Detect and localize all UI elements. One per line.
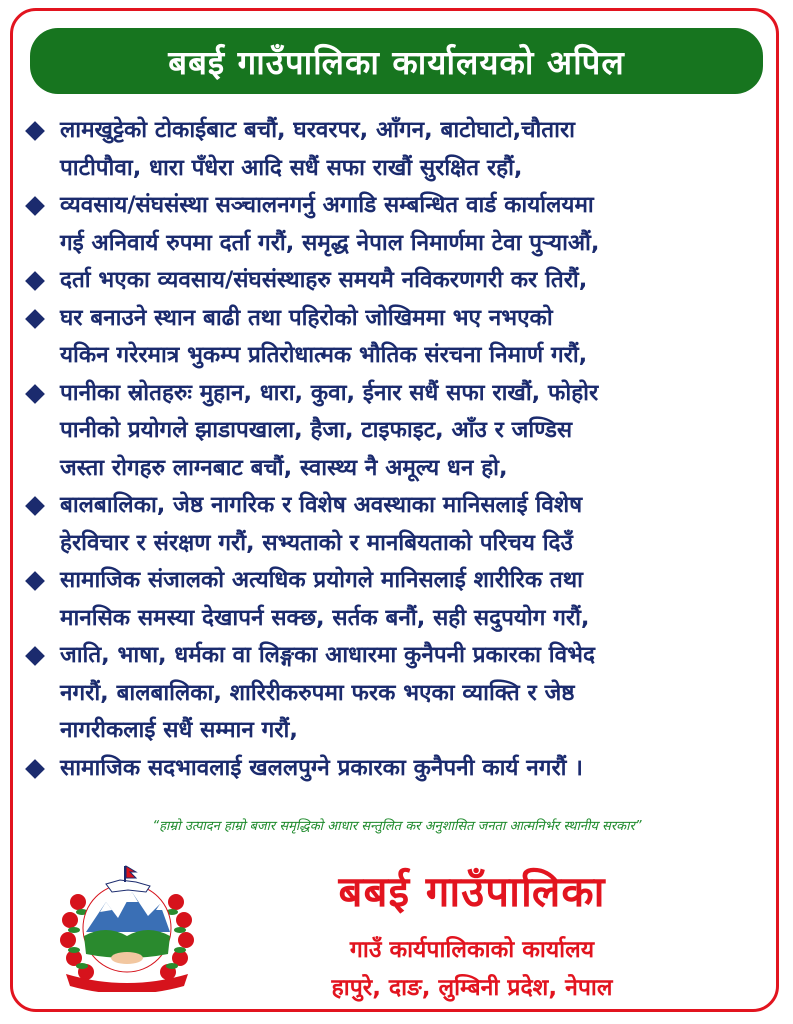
nepal-government-emblem-icon [56, 862, 198, 992]
appeal-list [22, 112, 774, 787]
appeal-item [22, 262, 774, 300]
diamond-bullet-icon [25, 196, 45, 216]
diamond-bullet-icon [25, 271, 45, 291]
diamond-bullet-icon [25, 496, 45, 516]
appeal-line: जस्ता रोगहरु लाग्नबाट बचौं, स्वास्थ्य नै अमूल्य धन हो, [60, 454, 508, 481]
diamond-bullet-icon [25, 571, 45, 591]
appeal-line: लामखुट्टेको टोकाईबाट बचौं, घरवरपर, आँगन, बाटोघाटो,चौतारा [60, 117, 575, 143]
page-title: बबई गाउँपालिका कार्यालयको अपिल [168, 42, 625, 82]
appeal-item [22, 562, 774, 637]
appeal-line: घर बनाउने स्थान बाढी तथा पहिरोको जोखिममा भए नभएको [60, 304, 553, 331]
appeal-line: पानीका स्रोतहरुः मुहान, धारा, कुवा, ईनार सधैं सफा राखौं, फोहोर [60, 379, 599, 406]
title-banner [30, 28, 763, 94]
diamond-bullet-icon [25, 384, 45, 404]
appeal-line: जाति, भाषा, धर्मका वा लिङ्गका आधारमा कुनैपनी प्रकारका विभेद [60, 642, 595, 668]
slogan: “हाम्रो उत्पादन हाम्रो बजार समृद्धिको आधार सन्तुलित कर अनुशासित जनता आत्मनिर्भर स्थानीय सरकार” [152, 819, 642, 834]
appeal-line: नागरीकलाई सधैं सम्मान गरौं, [60, 717, 298, 743]
appeal-item [22, 750, 774, 788]
address: हापुरे, दाङ, लुम्बिनी प्रदेश, नेपाल [331, 975, 613, 1001]
appeal-line: यकिन गरेरमात्र भुकम्प प्रतिरोधात्मक भौतिक संरचना निमार्ण गरौं, [60, 342, 588, 368]
appeal-line: पानीको प्रयोगले झाडापखाला, हैजा, टाइफाइट, आँउ र जण्डिस [60, 417, 573, 443]
appeal-line: पाटीपौवा, धारा पँधेरा आदि सधैं सफा राखौं सुरक्षित रहौं, [60, 154, 523, 181]
appeal-line: मानसिक समस्या देखापर्न सक्छ, सर्तक बनौं, सही सदुपयोग गरौं, [60, 604, 590, 631]
appeal-item [22, 487, 774, 562]
municipality-name: बबई गाउँपालिका [338, 867, 606, 916]
appeal-item [22, 637, 774, 750]
office-name: गाउँ कार्यपालिकाको कार्यालय [349, 937, 595, 963]
diamond-bullet-icon [25, 759, 45, 779]
appeal-line: हेरविचार र संरक्षण गरौं, सभ्यताको र मानबियताको परिचय दिउँ [60, 529, 573, 556]
appeal-item [22, 187, 774, 262]
appeal-line: गई अनिवार्य रुपमा दर्ता गरौं, समृद्ध नेपाल निमार्णमा टेवा पुर्‍याऔं, [60, 229, 600, 256]
appeal-line: व्यवसाय/संघसंस्था सञ्चालनगर्नु अगाडि सम्बन्धित वार्ड कार्यालयमा [60, 192, 594, 218]
appeal-line: बालबालिका, जेष्ठ नागरिक र विशेष अवस्थाका मानिसलाई विशेष [60, 492, 583, 518]
appeal-item [22, 375, 774, 488]
appeal-item [22, 112, 774, 187]
diamond-bullet-icon [25, 646, 45, 666]
appeal-line: सामाजिक सदभावलाई खललपुग्ने प्रकारका कुनैपनी कार्य नगरौं । [60, 754, 583, 781]
appeal-line: दर्ता भएका व्यवसाय/संघसंस्थाहरु समयमै नविकरणगरी कर तिरौं, [60, 267, 588, 293]
diamond-bullet-icon [25, 309, 45, 329]
diamond-bullet-icon [25, 121, 45, 141]
appeal-line: नगरौं, बालबालिका, शारिरीकरुपमा फरक भएका व्याक्ति र जेष्ठ [60, 679, 575, 706]
appeal-line: सामाजिक संजालको अत्यधिक प्रयोगले मानिसलाई शारीरिक तथा [60, 567, 583, 593]
appeal-item [22, 300, 774, 375]
